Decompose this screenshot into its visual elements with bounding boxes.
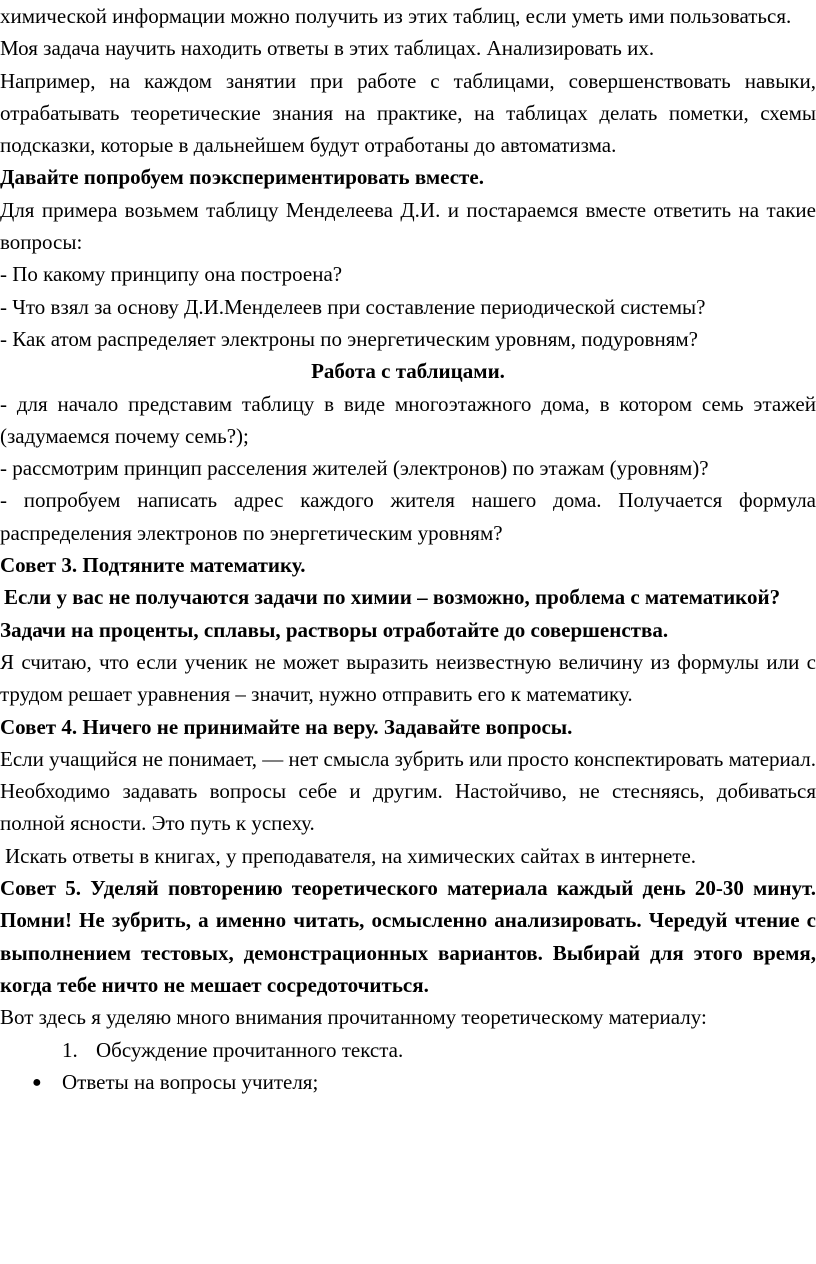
question-principle: - По какому принципу она построена? [0,262,343,287]
paragraph-theory-attention: Вот здесь я уделяю много внимания прочитанному теоретическому материалу: [0,1005,707,1030]
paragraph-example: Например, на каждом занятии при работе с таблицами, совершенствовать навыки, отрабатывать теоретические знания на практике, на таблицах делать пометки, схемы подсказки, которые в дальнейшем будут отработаны до автоматизма. [0,68,816,158]
paragraph-math-opinion: Я считаю, что если ученик не может выразить неизвестную величину из формулы или с трудом решает уравнения – значит, нужно отправить его к математику. [0,649,816,707]
heading-experiment: Давайте попробуем поэкспериментировать вместе. [0,165,484,190]
question-basis: - Что взял за основу Д.И.Менделеев при составление периодической системы? [0,294,706,319]
advice-3-question: Если у вас не получаются задачи по химии – возможно, проблема с математикой? [4,585,781,610]
heading-advice-5: Совет 5. Уделяй повторению теоретического материала каждый день 20-30 минут. Помни! Не зубрить, а именно читать, осмысленно анализировать. Чередуй чтение с выполнением тестовых, демонстрационных вариантов. Выбирай для этого время, когда тебе ничто не мешает сосредоточиться. [0,876,816,997]
list-item-text: Ответы на вопросы учителя; [62,1069,319,1094]
heading-advice-4: Совет 4. Ничего не принимайте на веру. Задавайте вопросы. [0,714,573,739]
question-electrons: - Как атом распределяет электроны по энергетическим уровням, подуровням? [0,326,698,351]
advice-3-tasks: Задачи на проценты, сплавы, растворы отработайте до совершенства. [0,617,669,642]
list-item-text: Обсуждение прочитанного текста. [96,1037,404,1062]
paragraph-ask-questions: Если учащийся не понимает, — нет смысла зубрить или просто конспектировать материал. Необходимо задавать вопросы себе и другим. Настойчиво, не стесняясь, добиваться полной ясности. Это путь к успеху. [0,746,816,836]
numbered-list-item [0,1034,816,1066]
heading-advice-3: Совет 3. Подтяните математику. [0,553,306,578]
step-house: - для начало представим таблицу в виде многоэтажного дома, в котором семь этажей (задумаемся почему семь?); [0,391,816,448]
step-address: - попробуем написать адрес каждого жителя нашего дома. Получается формула распределения электронов по энергетическим уровням? [0,488,816,545]
paragraph-search-answers: Искать ответы в книгах, у преподавателя, на химических сайтах в интернете. [5,843,697,868]
list-number: 1. [62,1037,78,1062]
step-settlement: - рассмотрим принцип расселения жителей (электронов) по этажам (уровням)? [0,456,709,481]
paragraph-intro-tables: химической информации можно получить из этих таблиц, если уметь ими пользоваться. [0,4,792,28]
bullet-icon: ● [32,1073,42,1091]
paragraph-task: Моя задача научить находить ответы в этих таблицах. Анализировать их. [0,36,655,61]
paragraph-mendeleev: Для примера возьмем таблицу Менделеева Д.И. и постараемся вместе ответить на такие вопросы: [0,197,816,255]
heading-work-with-tables: Работа с таблицами. [311,359,505,384]
bullet-list-item [0,1066,816,1099]
